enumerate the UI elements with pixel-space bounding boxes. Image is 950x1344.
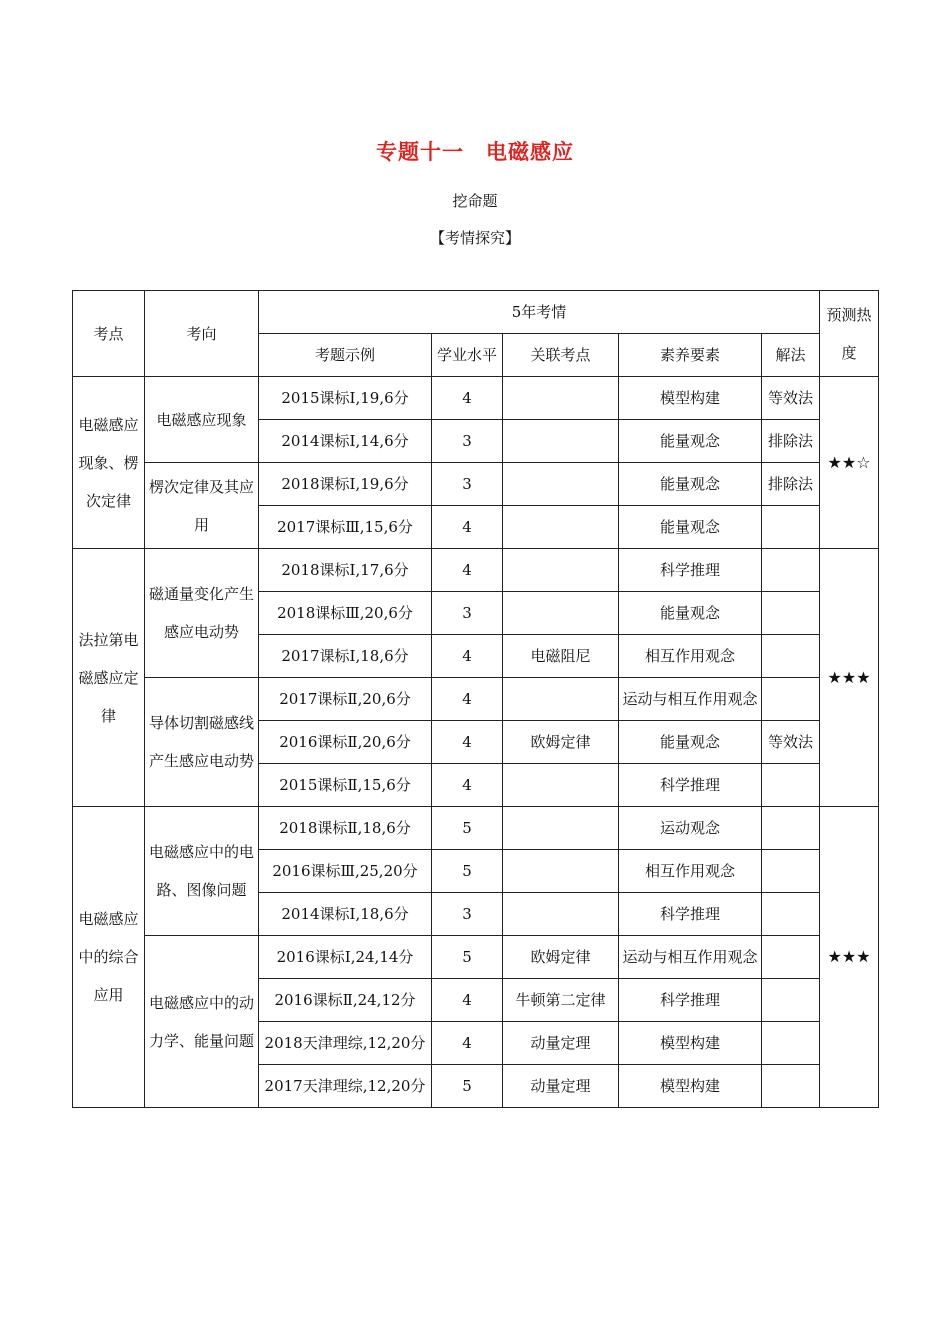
example-cell: 2014课标Ⅰ,18,6分 — [259, 893, 432, 936]
related-cell — [503, 377, 619, 420]
level-cell: 5 — [432, 1065, 503, 1108]
example-cell: 2018课标Ⅰ,17,6分 — [259, 549, 432, 592]
exam-analysis-table — [72, 290, 879, 1108]
example-cell: 2018课标Ⅲ,20,6分 — [259, 592, 432, 635]
related-cell: 欧姆定律 — [503, 936, 619, 979]
level-cell: 5 — [432, 936, 503, 979]
header-method: 解法 — [762, 334, 820, 377]
level-cell: 5 — [432, 807, 503, 850]
header-yuce: 预测热度 — [820, 291, 879, 377]
literacy-cell: 科学推理 — [619, 764, 762, 807]
method-cell — [762, 979, 820, 1022]
method-cell — [762, 1065, 820, 1108]
level-cell: 4 — [432, 506, 503, 549]
level-cell: 5 — [432, 850, 503, 893]
method-cell — [762, 764, 820, 807]
example-cell: 2017天津理综,12,20分 — [259, 1065, 432, 1108]
related-cell: 牛顿第二定律 — [503, 979, 619, 1022]
related-cell — [503, 764, 619, 807]
example-cell: 2018课标Ⅱ,18,6分 — [259, 807, 432, 850]
literacy-cell: 科学推理 — [619, 549, 762, 592]
kaoxiang-cell: 导体切割磁感线产生感应电动势 — [145, 678, 259, 807]
example-cell: 2018天津理综,12,20分 — [259, 1022, 432, 1065]
kaodian-cell: 电磁感应中的综合应用 — [73, 807, 145, 1108]
literacy-cell: 能量观念 — [619, 463, 762, 506]
table-row — [73, 807, 879, 850]
literacy-cell: 相互作用观念 — [619, 850, 762, 893]
method-cell — [762, 678, 820, 721]
level-cell: 4 — [432, 635, 503, 678]
related-cell — [503, 549, 619, 592]
related-cell: 动量定理 — [503, 1022, 619, 1065]
level-cell: 4 — [432, 377, 503, 420]
table-row — [73, 936, 879, 979]
level-cell: 4 — [432, 1022, 503, 1065]
literacy-cell: 科学推理 — [619, 893, 762, 936]
level-cell: 3 — [432, 463, 503, 506]
header-kaodian: 考点 — [73, 291, 145, 377]
example-cell: 2016课标Ⅱ,24,12分 — [259, 979, 432, 1022]
literacy-cell: 运动观念 — [619, 807, 762, 850]
level-cell: 4 — [432, 549, 503, 592]
example-cell: 2017课标Ⅲ,15,6分 — [259, 506, 432, 549]
example-cell: 2017课标Ⅱ,20,6分 — [259, 678, 432, 721]
related-cell — [503, 506, 619, 549]
subtitle: 挖命题 — [452, 192, 498, 210]
level-cell: 4 — [432, 721, 503, 764]
method-cell — [762, 506, 820, 549]
method-cell — [762, 1022, 820, 1065]
example-cell: 2016课标Ⅱ,20,6分 — [259, 721, 432, 764]
level-cell: 4 — [432, 678, 503, 721]
level-cell: 3 — [432, 592, 503, 635]
method-cell: 排除法 — [762, 463, 820, 506]
header-five-year: 5年考情 — [259, 291, 820, 334]
literacy-cell: 能量观念 — [619, 506, 762, 549]
related-cell — [503, 592, 619, 635]
related-cell — [503, 807, 619, 850]
method-cell — [762, 936, 820, 979]
related-cell — [503, 678, 619, 721]
method-cell: 等效法 — [762, 721, 820, 764]
related-cell — [503, 850, 619, 893]
literacy-cell: 运动与相互作用观念 — [619, 678, 762, 721]
level-cell: 3 — [432, 420, 503, 463]
related-cell: 动量定理 — [503, 1065, 619, 1108]
header-example: 考题示例 — [259, 334, 432, 377]
example-cell: 2016课标Ⅰ,24,14分 — [259, 936, 432, 979]
literacy-cell: 模型构建 — [619, 377, 762, 420]
table-row — [73, 463, 879, 506]
method-cell — [762, 893, 820, 936]
method-cell: 等效法 — [762, 377, 820, 420]
kaoxiang-cell: 磁通量变化产生感应电动势 — [145, 549, 259, 678]
literacy-cell: 运动与相互作用观念 — [619, 936, 762, 979]
stars-cell: ★★☆ — [820, 377, 879, 549]
method-cell — [762, 592, 820, 635]
literacy-cell: 能量观念 — [619, 721, 762, 764]
stars-cell: ★★★ — [820, 807, 879, 1108]
kaodian-cell: 电磁感应现象、楞次定律 — [73, 377, 145, 549]
example-cell: 2014课标Ⅰ,14,6分 — [259, 420, 432, 463]
method-cell — [762, 549, 820, 592]
literacy-cell: 能量观念 — [619, 592, 762, 635]
method-cell — [762, 850, 820, 893]
literacy-cell: 模型构建 — [619, 1065, 762, 1108]
related-cell: 电磁阻尼 — [503, 635, 619, 678]
related-cell — [503, 420, 619, 463]
kaoxiang-cell: 电磁感应中的电路、图像问题 — [145, 807, 259, 936]
table-row — [73, 377, 879, 420]
literacy-cell: 模型构建 — [619, 1022, 762, 1065]
level-cell: 4 — [432, 979, 503, 1022]
example-cell: 2018课标Ⅰ,19,6分 — [259, 463, 432, 506]
page-title: 专题十一 电磁感应 — [376, 140, 574, 164]
header-kaoxiang: 考向 — [145, 291, 259, 377]
table-row — [73, 678, 879, 721]
level-cell: 4 — [432, 764, 503, 807]
example-cell: 2017课标Ⅰ,18,6分 — [259, 635, 432, 678]
kaoxiang-cell: 电磁感应中的动力学、能量问题 — [145, 936, 259, 1108]
method-cell — [762, 635, 820, 678]
kaoxiang-cell: 电磁感应现象 — [145, 377, 259, 463]
kaoxiang-cell: 楞次定律及其应用 — [145, 463, 259, 549]
related-cell — [503, 463, 619, 506]
example-cell: 2015课标Ⅱ,15,6分 — [259, 764, 432, 807]
header-related: 关联考点 — [503, 334, 619, 377]
header-level: 学业水平 — [432, 334, 503, 377]
kaodian-cell: 法拉第电磁感应定律 — [73, 549, 145, 807]
literacy-cell: 科学推理 — [619, 979, 762, 1022]
header-literacy: 素养要素 — [619, 334, 762, 377]
method-cell: 排除法 — [762, 420, 820, 463]
related-cell — [503, 893, 619, 936]
table-row — [73, 549, 879, 592]
stars-cell: ★★★ — [820, 549, 879, 807]
literacy-cell: 能量观念 — [619, 420, 762, 463]
literacy-cell: 相互作用观念 — [619, 635, 762, 678]
level-cell: 3 — [432, 893, 503, 936]
method-cell — [762, 807, 820, 850]
table-body — [73, 377, 879, 1108]
related-cell: 欧姆定律 — [503, 721, 619, 764]
example-cell: 2015课标Ⅰ,19,6分 — [259, 377, 432, 420]
example-cell: 2016课标Ⅲ,25,20分 — [259, 850, 432, 893]
section-heading: 【考情探究】 — [429, 229, 520, 247]
